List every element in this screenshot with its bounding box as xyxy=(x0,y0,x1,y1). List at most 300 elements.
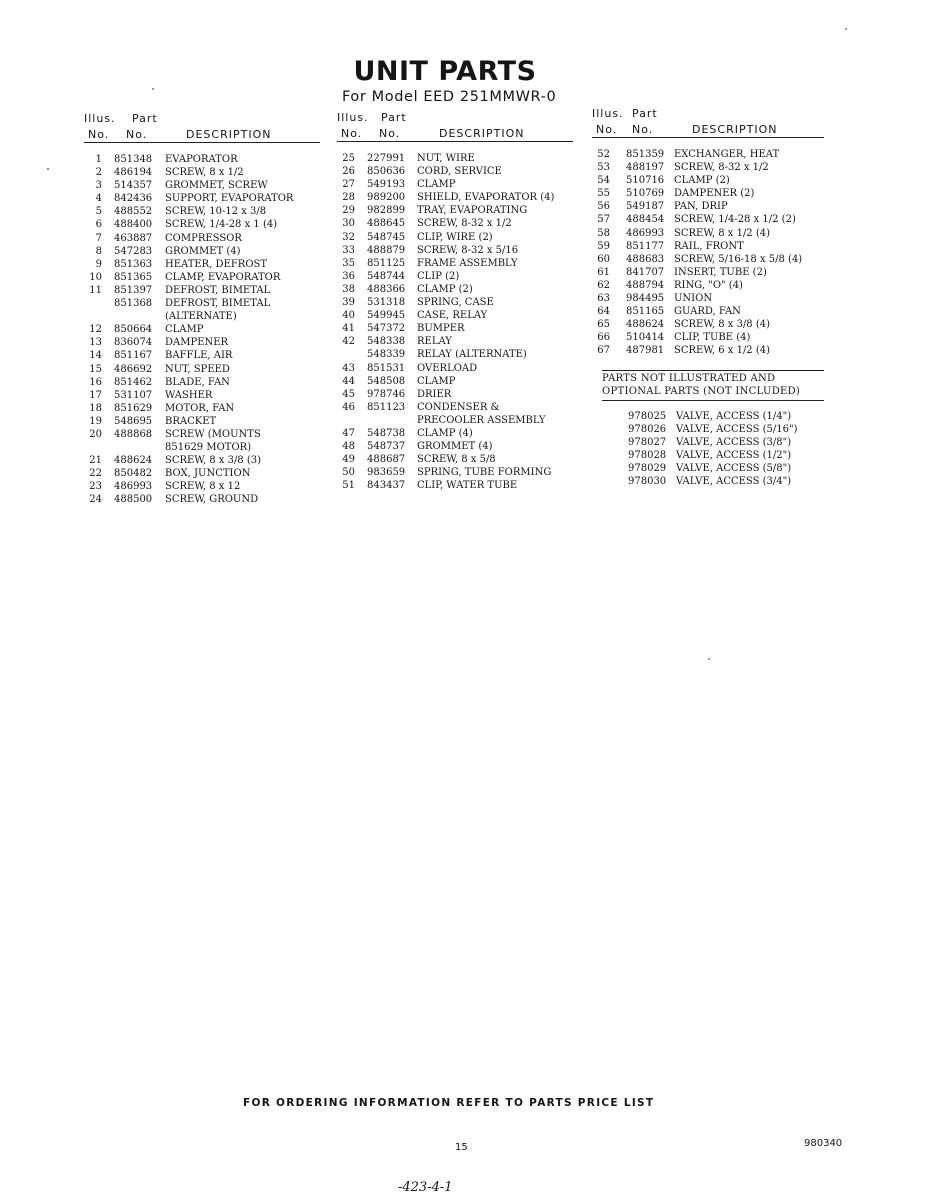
illus-number: 32 xyxy=(342,231,355,243)
part-number: 486993 xyxy=(626,227,665,239)
table-row xyxy=(84,245,320,258)
part-description: BAFFLE, AIR xyxy=(165,350,233,362)
part-number: 531107 xyxy=(114,389,153,401)
part-description: DAMPENER (2) xyxy=(674,188,755,200)
part-description: BLADE, FAN xyxy=(165,376,230,388)
optional-parts-list xyxy=(602,410,824,489)
table-row xyxy=(84,179,320,192)
header-rule xyxy=(592,137,824,138)
table-row xyxy=(337,283,573,296)
table-row xyxy=(337,322,573,335)
part-number: 851177 xyxy=(626,240,665,252)
illus-number: 28 xyxy=(342,192,355,204)
table-row xyxy=(592,292,824,305)
part-description: SCREW, 8-32 x 5/16 xyxy=(417,244,519,256)
part-description: CORD, SERVICE xyxy=(417,166,502,178)
part-description: CLAMP (2) xyxy=(417,283,473,295)
part-number: 984495 xyxy=(626,293,665,305)
table-row xyxy=(602,462,824,475)
part-number: 851125 xyxy=(367,257,406,269)
table-row xyxy=(84,428,320,441)
part-number: 978025 xyxy=(628,411,667,422)
part-number: 548737 xyxy=(367,441,406,453)
illus-number: 29 xyxy=(342,205,355,217)
table-row xyxy=(337,244,573,257)
table-row xyxy=(337,231,573,244)
part-description: DAMPENER xyxy=(165,337,229,349)
part-description: (ALTERNATE) xyxy=(165,311,237,323)
table-row xyxy=(84,271,320,284)
part-number: 548738 xyxy=(367,427,406,439)
part-number: 978028 xyxy=(628,450,667,462)
page-title: UNIT PARTS xyxy=(353,56,537,87)
part-number: 978030 xyxy=(628,476,667,488)
table-row xyxy=(84,192,320,205)
part-number: 549945 xyxy=(367,310,406,322)
illus-number: 41 xyxy=(342,323,355,335)
part-number: 488868 xyxy=(114,428,153,440)
part-description: INSERT, TUBE (2) xyxy=(674,266,767,278)
part-description: SCREW, 6 x 1/2 (4) xyxy=(674,345,771,357)
part-description: SCREW, 1/4-28 x 1/2 (2) xyxy=(674,214,796,226)
part-number: 548339 xyxy=(367,349,406,361)
illus-number: 39 xyxy=(342,297,355,309)
table-row xyxy=(592,344,824,357)
illus-number: 14 xyxy=(89,350,102,362)
part-description: BUMPER xyxy=(417,323,465,335)
table-row xyxy=(84,480,320,493)
table-row xyxy=(84,363,320,376)
illus-number: 67 xyxy=(597,345,610,357)
illus-number: 10 xyxy=(89,271,102,283)
part-no-label: No. xyxy=(379,127,401,140)
part-number: 851363 xyxy=(114,258,153,270)
illus-number: 59 xyxy=(597,240,610,252)
part-description: TRAY, EVAPORATING xyxy=(417,205,528,217)
parts-rows xyxy=(84,153,320,507)
table-row xyxy=(337,270,573,283)
table-row xyxy=(337,191,573,204)
part-description: SPRING, CASE xyxy=(417,297,494,309)
illus-number: 66 xyxy=(597,332,610,344)
illus-number: 30 xyxy=(342,218,355,230)
part-description: SCREW, 10-12 x 3/8 xyxy=(165,206,267,218)
part-description: RELAY xyxy=(417,336,452,348)
table-row xyxy=(602,436,824,449)
illus-number: 1 xyxy=(95,154,102,165)
part-number: 978026 xyxy=(628,424,667,436)
part-number: 843437 xyxy=(367,480,406,492)
illus-number: 20 xyxy=(89,428,102,440)
illus-number: 21 xyxy=(89,455,102,467)
part-number: 488400 xyxy=(114,219,153,231)
part-description: BOX, JUNCTION xyxy=(165,468,251,480)
table-row xyxy=(602,423,824,436)
part-number: 488552 xyxy=(114,206,153,218)
part-description: GROMMET (4) xyxy=(165,245,241,257)
illus-number: 13 xyxy=(89,337,102,349)
illus-label: Illus. xyxy=(592,107,624,120)
part-number: 549193 xyxy=(367,179,406,191)
part-description: SPRING, TUBE FORMING xyxy=(417,467,552,479)
part-number: 851462 xyxy=(114,376,153,388)
part-number: 488197 xyxy=(626,162,665,174)
part-description: CLAMP xyxy=(417,375,456,387)
part-description: CASE, RELAY xyxy=(417,310,488,322)
not-illustrated-note xyxy=(602,370,824,401)
table-row xyxy=(592,279,824,292)
part-description: COMPRESSOR xyxy=(165,232,242,244)
illus-number: 44 xyxy=(342,375,355,387)
illus-number: 5 xyxy=(95,206,102,218)
scan-speck xyxy=(845,28,847,30)
header-rule xyxy=(337,141,573,142)
illus-number: 65 xyxy=(597,319,610,331)
table-row xyxy=(84,336,320,349)
part-description: DEFROST, BIMETAL xyxy=(165,298,271,310)
ordering-info: FOR ORDERING INFORMATION REFER TO PARTS PRICE LIST xyxy=(243,1097,655,1109)
table-row xyxy=(602,475,824,488)
part-number: 488645 xyxy=(367,218,406,230)
parts-column-3 xyxy=(592,107,824,358)
part-description: GUARD, FAN xyxy=(674,306,741,318)
part-description: VALVE, ACCESS (3/4") xyxy=(676,476,792,488)
parts-rows xyxy=(337,152,573,492)
table-row xyxy=(337,453,573,466)
part-description: SCREW, 8 x 12 xyxy=(165,481,241,493)
table-row xyxy=(84,376,320,389)
part-number: 547283 xyxy=(114,245,153,257)
page-number: 15 xyxy=(455,1142,468,1153)
illus-number: 18 xyxy=(89,402,102,414)
part-description: BRACKET xyxy=(165,415,217,427)
illus-no-label: No. xyxy=(596,123,618,136)
column-header xyxy=(592,107,824,137)
part-description: VALVE, ACCESS (5/16") xyxy=(676,424,798,436)
table-row xyxy=(84,467,320,480)
model-subtitle: For Model EED 251MMWR-0 xyxy=(342,89,557,105)
illus-number: 51 xyxy=(342,480,355,492)
table-row xyxy=(84,284,320,297)
part-number: 463887 xyxy=(114,232,153,244)
illus-number: 53 xyxy=(597,162,610,174)
part-number: 548744 xyxy=(367,270,406,282)
part-description: VALVE, ACCESS (5/8") xyxy=(676,463,792,475)
part-description: 851629 MOTOR) xyxy=(165,442,252,454)
part-number: 549187 xyxy=(626,201,665,213)
part-number: 851359 xyxy=(626,149,665,160)
table-row xyxy=(592,213,824,226)
illus-number: 36 xyxy=(342,270,355,282)
table-row xyxy=(592,174,824,187)
illus-number: 19 xyxy=(89,415,102,427)
table-row xyxy=(84,402,320,415)
part-description: SHIELD, EVAPORATOR (4) xyxy=(417,192,555,204)
illus-number: 60 xyxy=(597,253,610,265)
table-row xyxy=(592,240,824,253)
part-number: 514357 xyxy=(114,180,153,192)
table-row xyxy=(84,441,320,454)
part-description: CLAMP xyxy=(417,179,456,191)
illus-number: 40 xyxy=(342,310,355,322)
table-row xyxy=(337,362,573,375)
illus-number: 2 xyxy=(95,167,102,179)
part-number: 488624 xyxy=(114,455,153,467)
table-row xyxy=(337,440,573,453)
illus-number: 57 xyxy=(597,214,610,226)
part-number: 851167 xyxy=(114,350,153,362)
table-row xyxy=(592,227,824,240)
table-row xyxy=(592,266,824,279)
part-description: NUT, WIRE xyxy=(417,153,475,164)
table-row xyxy=(84,349,320,362)
part-description: CLAMP (2) xyxy=(674,175,730,187)
part-number: 488879 xyxy=(367,244,406,256)
illus-number: 9 xyxy=(95,258,102,270)
part-description: SCREW, 8 x 3/8 (4) xyxy=(674,319,771,331)
part-description: CLIP, TUBE (4) xyxy=(674,332,751,344)
part-description: WASHER xyxy=(165,389,213,401)
table-row xyxy=(337,401,573,414)
part-description: SCREW, 8 x 3/8 (3) xyxy=(165,455,262,467)
illus-number: 48 xyxy=(342,441,355,453)
illus-number: 33 xyxy=(342,244,355,256)
note-line: PARTS NOT ILLUSTRATED AND xyxy=(602,373,776,384)
illus-label: Illus. xyxy=(337,111,369,124)
parts-rows xyxy=(592,148,824,358)
parts-column-2 xyxy=(337,111,573,492)
illus-number: 55 xyxy=(597,188,610,200)
part-number: 851397 xyxy=(114,284,153,296)
part-number: 851365 xyxy=(114,271,153,283)
illus-number: 16 xyxy=(89,376,102,388)
part-number: 842436 xyxy=(114,193,153,205)
part-number: 488454 xyxy=(626,214,665,226)
part-description: GROMMET, SCREW xyxy=(165,180,268,192)
part-number: 547372 xyxy=(367,323,406,335)
illus-number: 11 xyxy=(89,284,102,296)
part-number: 978029 xyxy=(628,463,667,475)
column-header xyxy=(84,112,320,142)
illus-number: 43 xyxy=(342,362,355,374)
part-description: FRAME ASSEMBLY xyxy=(417,257,518,269)
part-description: SCREW (MOUNTS xyxy=(165,428,261,440)
part-description: NUT, SPEED xyxy=(165,363,230,375)
table-row xyxy=(84,258,320,271)
illus-number: 25 xyxy=(342,153,355,164)
illus-number: 3 xyxy=(95,180,102,192)
part-description: RING, "O" (4) xyxy=(674,279,743,291)
part-number: 548508 xyxy=(367,375,406,387)
illus-number: 61 xyxy=(597,266,610,278)
part-description: CLAMP (4) xyxy=(417,427,473,439)
table-row xyxy=(592,187,824,200)
table-row xyxy=(337,427,573,440)
part-description: SCREW, GROUND xyxy=(165,494,259,506)
scan-speck xyxy=(708,658,710,660)
part-number: 531318 xyxy=(367,297,406,309)
table-row xyxy=(84,232,320,245)
part-description: SCREW, 8-32 x 1/2 xyxy=(674,162,769,174)
part-number: 488366 xyxy=(367,283,406,295)
illus-label: Illus. xyxy=(84,112,116,125)
part-description: HEATER, DEFROST xyxy=(165,258,268,270)
part-description: RAIL, FRONT xyxy=(674,240,744,252)
part-description: RELAY (ALTERNATE) xyxy=(417,349,527,361)
table-row xyxy=(337,479,573,492)
illus-number: 56 xyxy=(597,201,610,213)
part-description: VALVE, ACCESS (1/2") xyxy=(676,450,792,462)
part-number: 488794 xyxy=(626,279,665,291)
scan-speck xyxy=(47,168,49,170)
handwritten-mark: -423-4-1 xyxy=(398,1180,453,1195)
part-description: UNION xyxy=(674,293,713,305)
table-row xyxy=(592,148,824,161)
part-description: VALVE, ACCESS (1/4") xyxy=(676,411,792,422)
part-label: Part xyxy=(132,112,158,125)
part-number: 486692 xyxy=(114,363,153,375)
part-description: SCREW, 8 x 1/2 (4) xyxy=(674,227,771,239)
table-row xyxy=(84,310,320,323)
table-row xyxy=(337,348,573,361)
illus-number: 12 xyxy=(89,324,102,336)
illus-number: 64 xyxy=(597,306,610,318)
part-description: CLIP, WATER TUBE xyxy=(417,480,518,492)
part-number: 851368 xyxy=(114,298,153,310)
part-label: Part xyxy=(381,111,407,124)
part-number: 850636 xyxy=(367,166,406,178)
illus-number: 24 xyxy=(89,494,102,506)
illus-number: 7 xyxy=(95,232,102,244)
part-description: CLAMP, EVAPORATOR xyxy=(165,271,281,283)
part-number: 486993 xyxy=(114,481,153,493)
part-number: 488687 xyxy=(367,454,406,466)
part-description: SCREW, 1/4-28 x 1 (4) xyxy=(165,219,278,231)
illus-number: 17 xyxy=(89,389,102,401)
part-description: EVAPORATOR xyxy=(165,154,238,165)
part-description: CLIP (2) xyxy=(417,270,460,282)
table-row xyxy=(592,200,824,213)
part-description: SCREW, 8-32 x 1/2 xyxy=(417,218,512,230)
part-number: 851123 xyxy=(367,401,406,413)
part-number: 850664 xyxy=(114,324,153,336)
description-label: DESCRIPTION xyxy=(692,123,778,136)
part-number: 487981 xyxy=(626,345,665,357)
illus-number: 26 xyxy=(342,166,355,178)
part-number: 548745 xyxy=(367,231,406,243)
part-description: OVERLOAD xyxy=(417,362,478,374)
illus-no-label: No. xyxy=(88,128,110,141)
illus-number: 22 xyxy=(89,468,102,480)
header-rule xyxy=(84,142,320,143)
part-description: GROMMET (4) xyxy=(417,441,493,453)
parts-column-1 xyxy=(84,112,320,507)
part-number: 851629 xyxy=(114,402,153,414)
illus-number: 52 xyxy=(597,149,610,160)
illus-number: 58 xyxy=(597,227,610,239)
table-row xyxy=(84,297,320,310)
table-row xyxy=(602,410,824,423)
table-row xyxy=(84,166,320,179)
table-row xyxy=(84,205,320,218)
part-number: 510414 xyxy=(626,332,665,344)
table-row xyxy=(337,388,573,401)
part-number: 227991 xyxy=(367,153,406,164)
illus-number: 27 xyxy=(342,179,355,191)
part-number: 548338 xyxy=(367,336,406,348)
part-number: 548695 xyxy=(114,415,153,427)
table-row xyxy=(337,165,573,178)
illus-number: 50 xyxy=(342,467,355,479)
description-label: DESCRIPTION xyxy=(186,128,272,141)
part-description: DRIER xyxy=(417,388,452,400)
part-number: 510716 xyxy=(626,175,665,187)
part-description: EXCHANGER, HEAT xyxy=(674,149,780,160)
illus-number: 46 xyxy=(342,401,355,413)
part-number: 486194 xyxy=(114,167,153,179)
part-description: SCREW, 8 x 1/2 xyxy=(165,167,244,179)
table-row xyxy=(337,296,573,309)
part-description: MOTOR, FAN xyxy=(165,402,235,414)
illus-number: 54 xyxy=(597,175,610,187)
table-row xyxy=(337,335,573,348)
part-description: PAN, DRIP xyxy=(674,201,728,213)
part-number: 851348 xyxy=(114,154,153,165)
part-description: SUPPORT, EVAPORATOR xyxy=(165,193,294,205)
table-row xyxy=(592,331,824,344)
table-row xyxy=(337,375,573,388)
table-row xyxy=(337,257,573,270)
table-row xyxy=(84,493,320,506)
part-number: 978027 xyxy=(628,437,667,449)
illus-number: 63 xyxy=(597,293,610,305)
table-row xyxy=(84,415,320,428)
illus-number: 35 xyxy=(342,257,355,269)
illus-number: 49 xyxy=(342,454,355,466)
table-row xyxy=(84,323,320,336)
part-number: 510769 xyxy=(626,188,665,200)
part-number: 841707 xyxy=(626,266,665,278)
part-description: CLAMP xyxy=(165,324,204,336)
table-row xyxy=(602,449,824,462)
table-row xyxy=(337,178,573,191)
table-row xyxy=(592,253,824,266)
table-row xyxy=(592,161,824,174)
table-row xyxy=(337,466,573,479)
table-row xyxy=(337,152,573,165)
table-row xyxy=(84,153,320,166)
part-number: 836074 xyxy=(114,337,153,349)
table-row xyxy=(337,309,573,322)
part-number: 851165 xyxy=(626,306,665,318)
illus-no-label: No. xyxy=(341,127,363,140)
part-number: 850482 xyxy=(114,468,153,480)
part-description: DEFROST, BIMETAL xyxy=(165,284,271,296)
part-description: SCREW, 8 x 5/8 xyxy=(417,454,496,466)
illus-number: 15 xyxy=(89,363,102,375)
part-number: 978746 xyxy=(367,388,406,400)
part-number: 989200 xyxy=(367,192,406,204)
table-row xyxy=(337,414,573,427)
part-number: 488624 xyxy=(626,319,665,331)
part-description: VALVE, ACCESS (3/8") xyxy=(676,437,792,449)
illus-number: 6 xyxy=(95,219,102,231)
part-number: 488683 xyxy=(626,253,665,265)
table-row xyxy=(84,389,320,402)
illus-number: 47 xyxy=(342,427,355,439)
part-number: 983659 xyxy=(367,467,406,479)
illus-number: 42 xyxy=(342,336,355,348)
